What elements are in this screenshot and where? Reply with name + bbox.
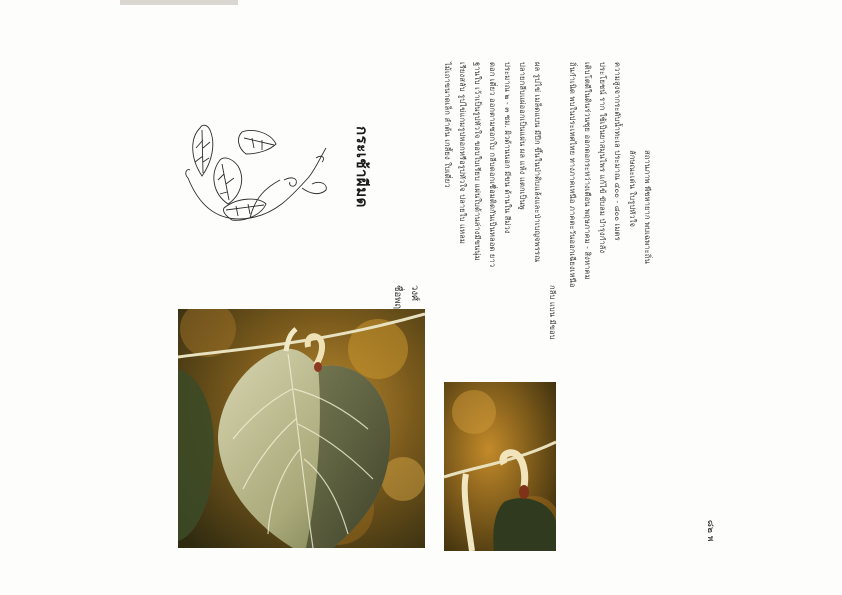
body-line: ประโยชน์ ราก ใช้เป็นยาสมุนไพร แก้ไข้ ขับลม บำรุงกำลัง — [598, 62, 607, 254]
body-line: ความสูงจากระดับน้ำทะเล ประมาณ ๔๐๐ - ๘๐๐ เมตร — [613, 62, 622, 241]
page-number: ๘๒ พ — [705, 520, 715, 542]
flower-photo-small — [444, 382, 556, 551]
body-line: กลีบ แบน มีขอบ — [548, 285, 557, 340]
page-title: กระเช้าผีมด — [353, 126, 371, 208]
plant-line-drawing — [180, 118, 332, 228]
scan-edge-artifact — [120, 0, 238, 5]
body-line: ฐานใบ เว้าเป็นรูปหัวใจ ขอบใบเรียบ แผ่นใบด้านล่างมีขนนุ่ม — [473, 62, 482, 261]
body-line: ลักษณะเด่น ใบรูปหัวใจ — [628, 150, 637, 228]
body-line: เรียงสลับ รูปไข่แกมรูปหอกหรือรูปหัวใจ ปลายใบ แหลม — [458, 62, 467, 244]
body-line: ปลายกลีบแผ่ออกเป็นแผ่น ผล แห้ง แตกเป็นพู — [518, 62, 527, 210]
leaf-photo-large — [178, 309, 425, 548]
body-line: สถานภาพ พืชหายาก พบเฉพาะถิ่น — [643, 150, 652, 264]
family-label: วงศ์ — [409, 285, 420, 302]
body-line: เติบโตดีในดินร่วนซุย ออกดอกระหว่างเดือน พฤษภาคม - สิงหาคม — [583, 62, 592, 280]
body-line: ไม้เถาขนาดเล็ก ลำต้น เกลี้ยง ใบเดี่ยว — [443, 62, 452, 188]
body-line: ดอก เดี่ยว ออกตามซอกใบ กลีบดอกเชื่อมติดกันเป็นหลอด ยาว — [488, 62, 497, 268]
body-line: ผล รูปไข่ เมล็ดแบน มีปีก ขึ้นในป่าดิบแล้งและป่าเบญจพรรณ — [533, 62, 542, 263]
body-line: ประมาณ ๒ - ๓ ซม. ผิวด้านนอก มีขน ด้านใน สีม่วง — [503, 62, 512, 234]
body-line: ถิ่นกำเนิด พบในประเทศไทย ทางภาคเหนือ ภาคตะวันออกเฉียงเหนือ — [568, 62, 577, 288]
